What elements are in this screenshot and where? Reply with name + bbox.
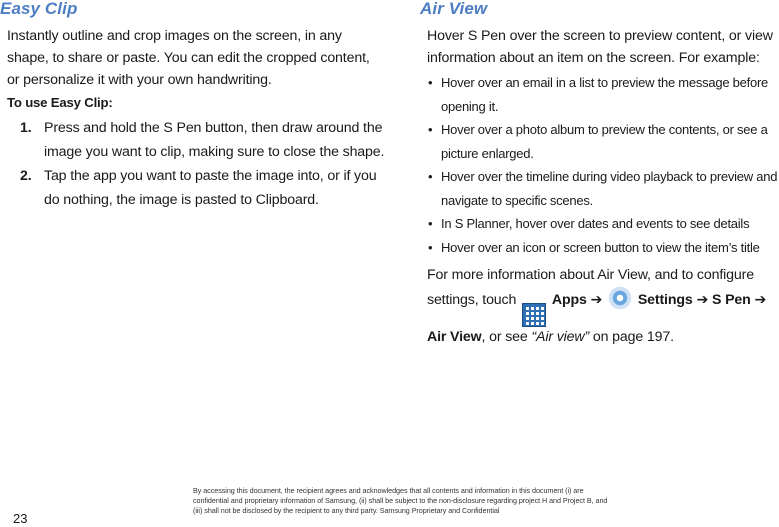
bullet-text: Hover over the timeline during video playback to preview and navigate to specific scenes. [441,169,778,208]
settings-label: Settings [637,292,693,308]
settings-gear-icon [608,286,632,310]
bullet-text: Hover over an email in a list to preview the message before opening it. [441,75,769,114]
easy-clip-subheading: To use Easy Clip: [7,95,113,110]
apps-label: Apps [551,292,587,308]
step-number: 2. [20,168,32,184]
list-item [420,71,779,118]
list-item [420,212,779,236]
air-view-heading: Air View [420,0,488,18]
air-view-section [420,0,779,348]
step-text: Press and hold the S Pen button, then draw around the image you want to clip, making sure to close the shape. [44,120,385,160]
step-text: Tap the app you want to paste the image into, or if you do nothing, the image is pasted to Clipboard. [44,168,377,208]
easy-clip-steps [0,116,385,212]
bullet-text: In S Planner, hover over dates and events to see details [441,216,750,231]
arrow-icon: ➔ [754,292,767,308]
arrow-icon: ➔ [590,292,603,308]
confidentiality-disclaimer: By accessing this document, the recipient agrees and acknowledges that all contents and information in this document (i) are confidential and proprietary information of Samsung, (ii) shall be subject to the non-disclosure regarding project H and Project B, and (iii) shall not be disclosed by the recipient to any third party. Samsung Proprietary and Confidential [193,486,608,515]
step-number: 1. [20,120,32,136]
air-view-examples [420,71,779,259]
apps-grid-icon [522,303,546,327]
bullet-text: Hover over a photo album to preview the contents, or see a picture enlarged. [441,122,768,161]
bullet-text: Hover over an icon or screen button to view the item’s title [441,239,760,255]
page-number: 23 [13,511,28,526]
bullet-icon: • [428,75,433,90]
arrow-icon: ➔ [696,292,709,308]
air-view-intro: Hover S Pen over the screen to preview content, or view information about an item on the screen. For example: [427,28,773,66]
more-info-prefix: For more information about Air View, and to configure settings, touch [427,267,754,308]
airview-label: Air View [427,329,482,345]
bullet-icon: • [428,216,433,231]
easy-clip-intro: Instantly outline and crop images on the screen, in any shape, to share or paste. You can edit the cropped content, or personalize it with your own handwriting. [7,28,370,88]
bullet-icon: • [428,122,433,137]
step-item [0,116,385,164]
step-item [0,164,385,212]
easy-clip-heading: Easy Clip [0,0,78,18]
ref-suffix: on page 197. [592,329,674,345]
list-item [420,236,779,260]
more-info-paragraph [420,265,779,348]
air-view-reference-link[interactable]: “Air view” [531,329,590,345]
easy-clip-section [0,0,385,212]
or-see-text: , or see [481,329,528,345]
spen-label: S Pen [711,292,751,308]
list-item [420,165,779,212]
list-item [420,118,779,165]
bullet-icon: • [428,239,433,255]
bullet-icon: • [428,169,433,184]
